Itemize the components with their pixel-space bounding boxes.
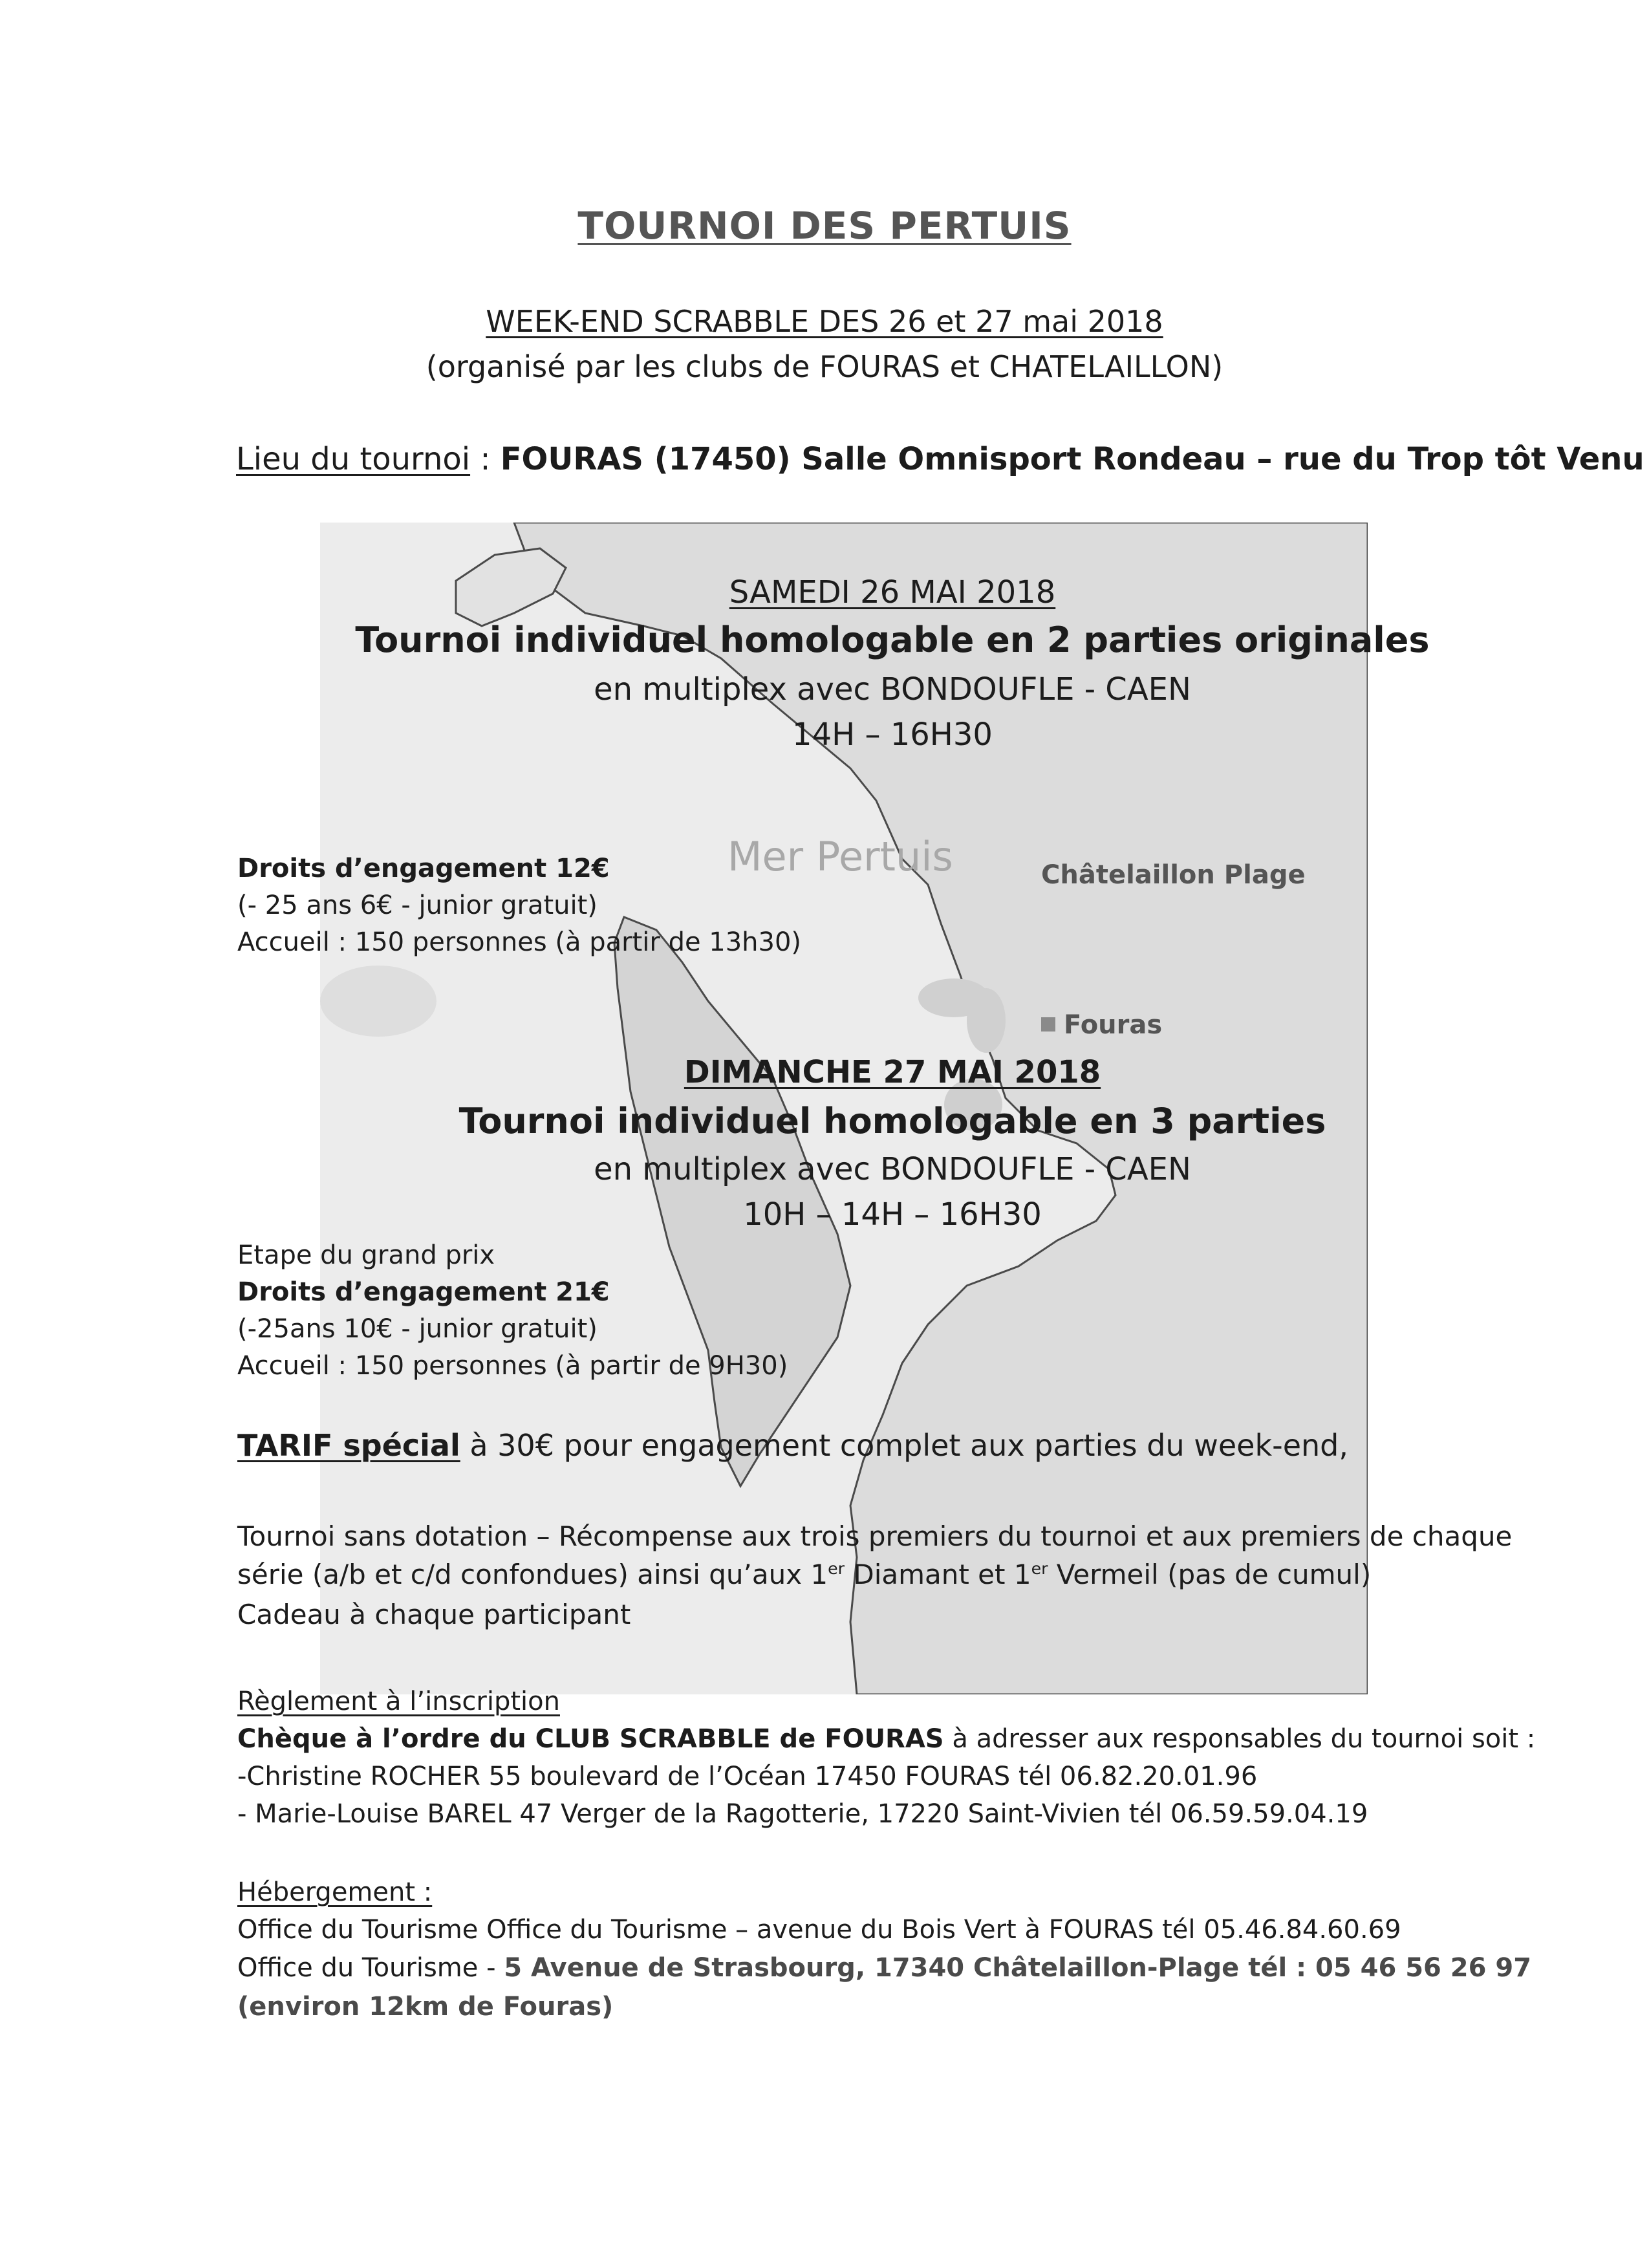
organizer-line: (organisé par les clubs de FOURAS et CHATELAILLON) [426,349,1223,384]
lodging-office-1: Office du Tourisme Office du Tourisme – avenue du Bois Vert à FOURAS tél 05.46.84.60.69 [237,1915,1401,1945]
registration-cheque: Chèque à l’ordre du CLUB SCRABBLE de FOURAS à adresser aux responsables du tournoi soit : [237,1724,1536,1754]
sunday-fee-title: Droits d’engagement 21€ [237,1277,610,1307]
location-line: Lieu du tournoi : FOURAS (17450) Salle Omnisport Rondeau – rue du Trop tôt Venu [236,441,1644,477]
saturday-fee-detail: (- 25 ans 6€ - junior gratuit) [237,891,598,920]
sea-label: Mer Pertuis [727,833,953,880]
location-value: FOURAS (17450) Salle Omnisport Rondeau – rue du Trop tôt Venu [500,441,1644,477]
prizes-line-2: série (a/b et c/d confondues) ainsi qu’aux 1er Diamant et 1er Vermeil (pas de cumul) [237,1559,1372,1590]
town-label-chatelaillon: Châtelaillon Plage [1041,860,1306,890]
lodging-heading: Hébergement : [237,1877,433,1907]
weekend-subtitle: WEEK-END SCRABBLE DES 26 et 27 mai 2018 [486,304,1163,339]
registration-contact-2: - Marie-Louise BAREL 47 Verger de la Ragotterie, 17220 Saint-Vivien tél 06.59.59.04.19 [237,1799,1368,1829]
sunday-welcome: Accueil : 150 personnes (à partir de 9H30) [237,1351,788,1381]
saturday-fee-title: Droits d’engagement 12€ [237,854,610,883]
tarif-label: TARIF spécial [237,1428,460,1463]
prizes-line-1: Tournoi sans dotation – Récompense aux trois premiers du tournoi et aux premiers de chaque [237,1520,1513,1552]
saturday-hours: 14H – 16H30 [792,717,993,753]
saturday-date: SAMEDI 26 MAI 2018 [729,574,1056,610]
sunday-stage: Etape du grand prix [237,1240,495,1270]
sunday-fee-detail: (-25ans 10€ - junior gratuit) [237,1314,598,1344]
saturday-title: Tournoi individuel homologable en 2 parties originales [355,620,1430,660]
lodging-office-2: Office du Tourisme - 5 Avenue de Strasbourg, 17340 Châtelaillon-Plage tél : 05 46 56 26 97 [237,1953,1532,1983]
lodging-distance-note: (environ 12km de Fouras) [237,1992,614,2022]
fouras-marker [1041,1017,1055,1031]
registration-contact-1: -Christine ROCHER 55 boulevard de l’Océan 17450 FOURAS tél 06.82.20.01.96 [237,1762,1258,1791]
prizes-line-3: Cadeau à chaque participant [237,1599,631,1630]
saturday-multiplex: en multiplex avec BONDOUFLE - CAEN [594,671,1191,707]
registration-heading: Règlement à l’inscription [237,1687,560,1716]
islet-shape [320,966,436,1037]
saturday-welcome: Accueil : 150 personnes (à partir de 13h30) [237,927,802,957]
location-label: Lieu du tournoi [236,441,471,477]
islet-shape [967,988,1006,1053]
town-label-fouras: Fouras [1064,1010,1163,1040]
sunday-hours: 10H – 14H – 16H30 [743,1196,1042,1233]
tarif-line: TARIF spécial à 30€ pour engagement complet aux parties du week-end, [237,1428,1348,1463]
sunday-date: DIMANCHE 27 MAI 2018 [684,1054,1101,1090]
page-title: TOURNOI DES PERTUIS [577,204,1072,248]
sunday-multiplex: en multiplex avec BONDOUFLE - CAEN [594,1151,1191,1187]
sunday-title: Tournoi individuel homologable en 3 parties [458,1101,1326,1141]
